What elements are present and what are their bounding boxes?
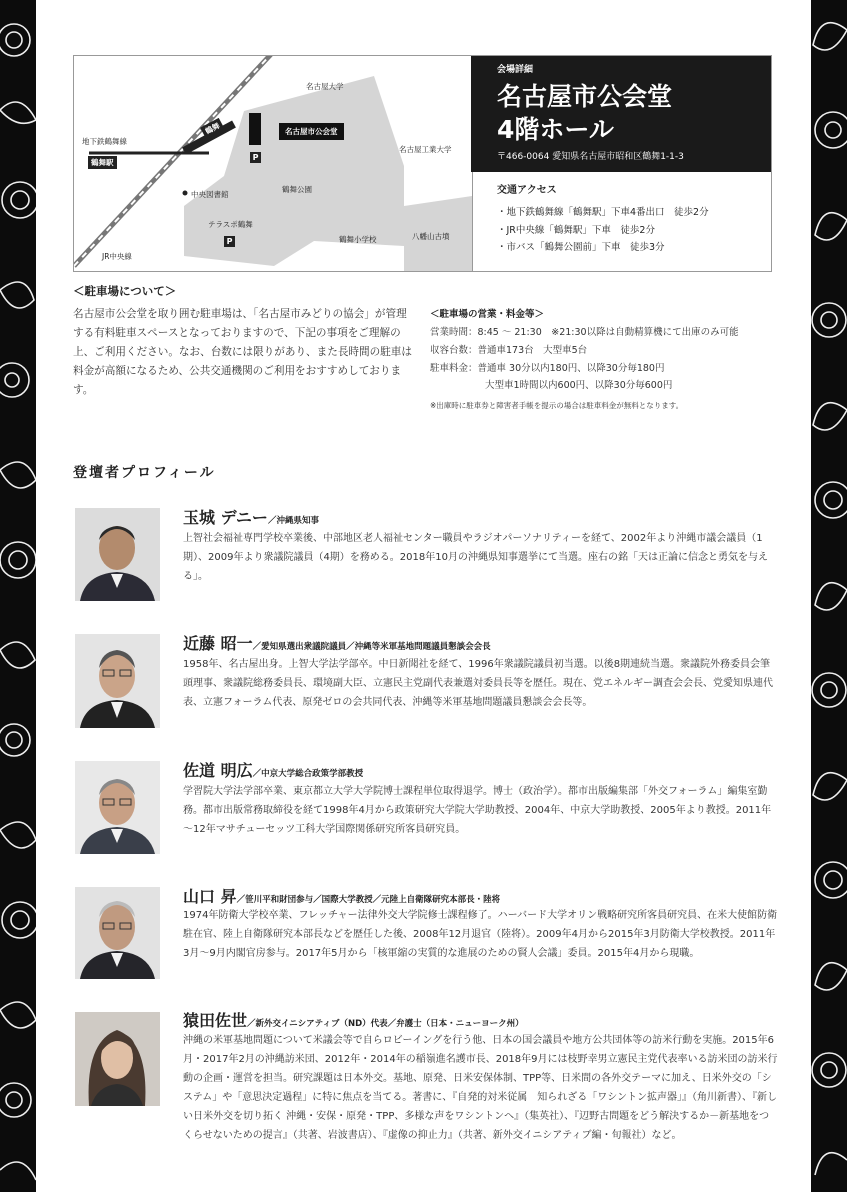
speaker-photo (75, 634, 160, 728)
speaker-name: 玉城 デニー (183, 508, 268, 527)
portrait-icon (75, 761, 160, 854)
speaker-name: 近藤 昭一 (183, 634, 253, 653)
library-label: 中央図書館 (191, 190, 229, 199)
speaker-title: ／愛知県選出衆議院議員／沖縄等米軍基地問題議員懇談会会長 (252, 642, 491, 652)
fee-title: ＜駐車場の営業・料金等＞ (430, 309, 545, 320)
speaker-photo (75, 887, 160, 979)
fee-note: ※出庫時に駐車券と障害者手帳を提示の場合は駐車料金が無料となります。 (430, 401, 684, 410)
school-label: 鶴舞小学校 (339, 235, 377, 244)
speaker-name-line (183, 758, 363, 781)
speaker-name-line (183, 631, 491, 654)
speaker-name: 佐道 明広 (183, 761, 253, 780)
venue-header (471, 56, 771, 172)
venue-name-line2: 4階ホール (497, 115, 614, 144)
portrait-icon (75, 634, 160, 728)
right-floral-border (811, 0, 847, 1192)
parking-icon: P (224, 236, 235, 247)
floral-pattern-icon (0, 0, 36, 1192)
speaker-name: 猿田佐世 (183, 1011, 248, 1030)
terrasport-label: テラスポ鶴舞 (208, 220, 253, 229)
speaker-title: ／新外交イニシアティブ（ND）代表／弁護士（日本・ニューヨーク州） (247, 1019, 524, 1029)
speaker-bio: 1974年防衛大学校卒業、フレッチャー法律外交大学院修士課程修了。ハーバード大学オリン戦略研究所客員研究員、在米大使館防衛駐在官、陸上自衛隊研究本部長などを歴任した後、2008年12月退官（陸将）。2009年4月から2015年3月防衛大学校教授。2011年3月～9月内閣官房参与。2017年5月から「核軍縮の実質的な進展のための賢人会議」委員。2015年4月から現職。 (183, 910, 778, 959)
speaker-title: ／笹川平和財団参与／国際大学教授／元陸上自衛隊研究本部長・陸将 (236, 895, 501, 905)
jr-line-label: JR中央線 (102, 252, 132, 261)
access-item: ・市バス「鶴舞公園前」下車 徒歩3分 (497, 242, 665, 253)
kokaido-label: 名古屋市公会堂 (279, 123, 344, 140)
nagoya-univ-label: 名古屋大学 (306, 82, 344, 91)
access-item: ・地下鉄鶴舞線「鶴舞駅」下車4番出口 徒歩2分 (497, 207, 709, 218)
nit-label: 名古屋工業大学 (399, 145, 452, 154)
speaker-photo (75, 761, 160, 854)
speaker-name-line (183, 505, 319, 528)
access-title: 交通アクセス (497, 185, 557, 196)
fee-large: 大型車1時間以内600円、以降30分毎600円 (485, 380, 673, 391)
portrait-icon (75, 508, 160, 601)
parking-icon: P (250, 152, 261, 163)
speaker-bio: 沖縄の米軍基地問題について米議会等で自らロビーイングを行う他、日本の国会議員や地方公共団体等の訪米行動を実施。2015年6月・2017年2月の沖縄訪米団、2012年・2014年の稲嶺進名護市長、2018年9月には枝野幸男立憲民主党代表率いる訪米団の訪米行動の企画・運営を担当。研究課題は日本外交。基地、原発、日米安保体制、TPP等、日米間の各外交テーマに加え、日米外交の「システム」や「意思決定過程」に特に焦点を当てる。著書に、『自発的対米従属 知られざる「ワシントン拡声器」』（角川新書）、『新しい日米外交を切り拓く 沖縄・安保・原発・TPP、多様な声をワシントンへ』（集英社）、『辺野古問題をどう解決するか－新基地をつくらせないための提言』（共著、岩波書店）、『虚像の抑止力』（共著、新外交イニシアティブ編・旬報社）など。 (183, 1035, 778, 1141)
hachiman-label: 八幡山古墳 (412, 232, 450, 241)
speaker-title: ／中京大学総合政策学部教授 (252, 769, 364, 779)
venue-tag: 会場詳細 (497, 65, 534, 75)
fee-normal: 駐車料金：普通車 30分以内180円、以降30分毎180円 (430, 363, 665, 374)
speaker-photo (75, 508, 160, 601)
portrait-icon (75, 887, 160, 979)
venue-name (497, 80, 767, 146)
park-label: 鶴舞公園 (282, 185, 312, 194)
floral-pattern-icon (811, 0, 847, 1192)
speaker-name-line (183, 884, 500, 907)
tsurumai-station-label: 鶴舞駅 (88, 156, 117, 169)
venue-map (73, 55, 473, 272)
fee-hours: 営業時間：8:45 ～ 21:30 ※21:30以降は自動精算機にて出庫のみ可能 (430, 327, 739, 338)
speaker-name-line (183, 1008, 524, 1031)
speaker-name: 山口 昇 (183, 887, 237, 906)
subway-line-label: 地下鉄鶴舞線 (82, 137, 127, 146)
parking-title: ＜駐車場について＞ (73, 284, 177, 298)
speaker-title: ／沖縄県知事 (267, 516, 319, 526)
parking-body: 名古屋市公会堂を取り囲む駐車場は、「名古屋市みどりの協会」が管理する有料駐車スペースとなっておりますので、下記の事項をご理解の上、ご利用ください。なお、台数には限りがあり、また長時間の駐車は料金が高額になるため、公共交通機関のご利用をおすすめしております。 (73, 308, 412, 396)
portrait-icon (75, 1012, 160, 1106)
access-item: ・JR中央線「鶴舞駅」下車 徒歩2分 (497, 224, 655, 236)
speaker-bio: 学習院大学法学部卒業、東京都立大学大学院博士課程単位取得退学。博士（政治学）。都市出版編集部「外交フォーラム」編集室勤務。都市出版常務取締役を経て1998年4月から政策研究大学院大学助教授、2004年、中京大学助教授、2005年より教授。2011年～12年マサチューセッツ工科大学国際関係研究所客員研究員。 (183, 786, 772, 835)
fee-capacity: 収容台数：普通車173台 大型車5台 (430, 345, 588, 356)
speaker-photo (75, 1012, 160, 1106)
speaker-bio: 上智社会福祉専門学校卒業後、中部地区老人福祉センター職員やラジオパーソナリティーを経て、2002年より沖縄市議会議員（1期）、2009年より衆議院議員（4期）を務める。2018年10月の沖縄県知事選挙にて当選。座右の銘「天は正論に信念と勇気を与える」。 (183, 533, 768, 582)
venue-address: 〒466-0064 愛知県名古屋市昭和区鶴舞1-1-3 (497, 152, 684, 162)
venue-details (471, 55, 772, 272)
venue-name-line1: 名古屋市公会堂 (497, 82, 673, 111)
access-list (497, 204, 709, 257)
tsurumai-jr-label: 鶴舞 (200, 118, 225, 139)
profiles-heading: 登壇者プロフィール (73, 465, 216, 481)
speaker-bio: 1958年、名古屋出身。上智大学法学部卒。中日新聞社を経て、1996年衆議院議員初当選。以後8期連続当選。衆議院外務委員会筆頭理事、衆議院総務委員長、環境副大臣、立憲民主党副代表兼選対委員長等を歴任。現在、党エネルギー調査会会長、党愛知県連代表、立憲フォーラム代表、原発ゼロの会共同代表、沖縄等米軍基地問題議員懇談会会長等。 (183, 659, 773, 708)
left-floral-border (0, 0, 36, 1192)
